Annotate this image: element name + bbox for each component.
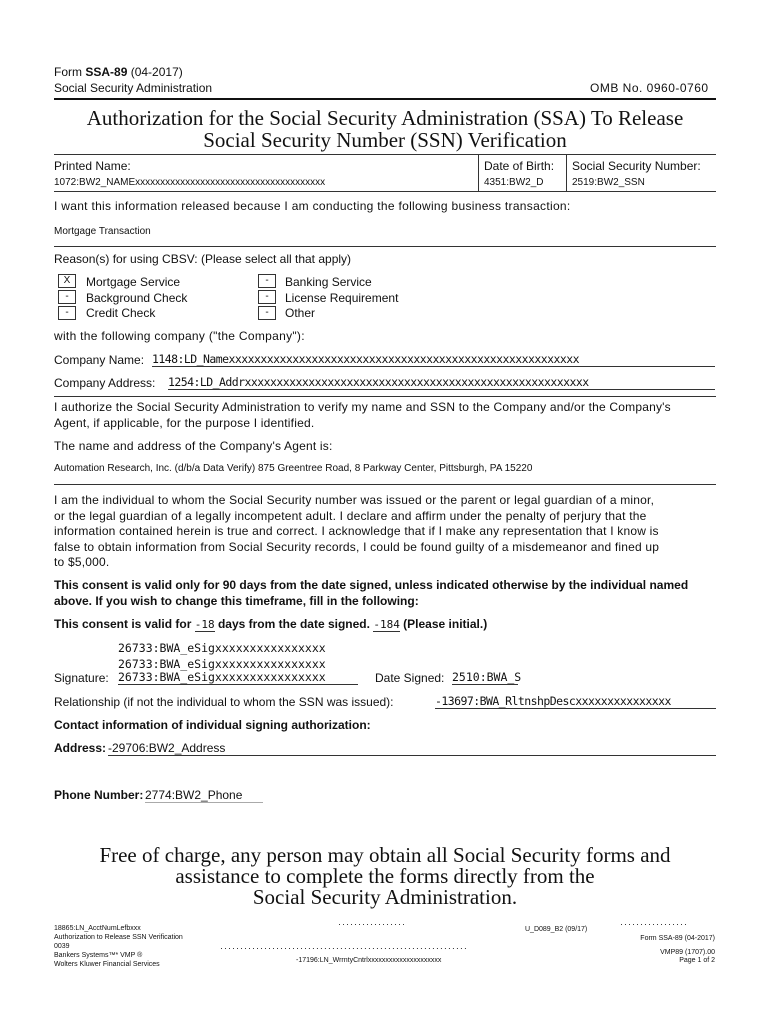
relationship-field[interactable]: -13697:BWA_RltnshpDescxxxxxxxxxxxxxxx <box>435 694 716 709</box>
date-signed-label: Date Signed: <box>375 671 445 685</box>
title-rule <box>54 154 716 155</box>
relationship-label: Relationship (if not the individual to whom the SSN was issued): <box>54 695 394 709</box>
consent-line-2: above. If you wish to change this timeframe, fill in the following: <box>54 593 419 608</box>
footer-dotted-top-mid: ················· <box>338 920 406 928</box>
company-name-field[interactable]: 1148:LD_Namexxxxxxxxxxxxxxxxxxxxxxxxxxxxxxxxxxxxxxxxxxxxxxxxxxxxxxx <box>152 352 715 367</box>
agent-field[interactable]: Automation Research, Inc. (d/b/a Data Verify) 875 Greentree Road, 8 Parkway Center, Pittsburgh, PA 15220 <box>54 463 533 474</box>
form-number <box>54 65 183 79</box>
footer-account-number: 18865:LN_AcctNumLefbxxx <box>54 925 141 932</box>
name-row-rule <box>54 191 716 192</box>
footer-left <box>54 924 183 969</box>
signature-field[interactable]: 26733:BWA_eSigxxxxxxxxxxxxxxxx <box>118 670 358 685</box>
consent-initial-text: (Please initial.) <box>403 617 488 631</box>
footer-document-name: Authorization to Release SSN Verification <box>54 934 183 941</box>
header-rule <box>54 98 716 100</box>
declaration-line-3: information contained herein is true and correct. I acknowledge that if I make any representation that I know is <box>54 524 659 538</box>
form-code: SSA-89 <box>85 65 128 79</box>
declaration-line-2: or the legal guardian of a legally incompetent adult. I declare and affirm under the penalty of perjury that the <box>54 508 647 523</box>
agent-rule <box>54 484 716 485</box>
authorization-line-2: Agent, if applicable, for the purpose I identified. <box>54 415 315 430</box>
transaction-prompt: I want this information released because I am conducting the following business transaction: <box>54 199 571 213</box>
footer-publisher: Wolters Kluwer Financial Services <box>54 961 160 968</box>
dob-label: Date of Birth: <box>484 159 555 173</box>
footer-warranty-code: -17196:LN_WrrntyCntrlxxxxxxxxxxxxxxxxxxxxx <box>296 957 442 964</box>
consent-valid-for: This consent is valid for <box>54 617 192 631</box>
company-address-label: Company Address: <box>54 376 156 390</box>
declaration-line-4: false to obtain information from Social Security records, I could be found guilty of a misdemeanor and fined up <box>54 539 660 554</box>
date-signed-field[interactable]: 2510:BWA_S <box>452 670 522 684</box>
notice-line-1: Free of charge, any person may obtain all Social Security forms and <box>99 843 671 867</box>
form-prefix: Form <box>54 65 86 79</box>
footer-vendor: Bankers Systems™* VMP ® <box>54 952 143 959</box>
dob-field[interactable]: 4351:BW2_D <box>484 177 544 188</box>
reason-banking-service: Banking Service <box>285 275 372 289</box>
footer-doc-code: 0039 <box>54 943 70 950</box>
checkbox-background-check[interactable]: - <box>58 290 76 304</box>
reason-license-requirement: License Requirement <box>285 291 399 305</box>
declaration-line-1: I am the individual to whom the Social Security number was issued or the parent or legal guardian of a minor, <box>54 493 655 507</box>
consent-days-text: days from the date signed. <box>217 617 370 631</box>
company-name-label: Company Name: <box>54 353 145 367</box>
footer-ssa-form: Form SSA-89 (04-2017) <box>640 935 715 942</box>
address-field[interactable]: -29706:BW2_Address <box>108 741 716 756</box>
page-number: Page 1 of 2 <box>679 957 715 964</box>
ssn-label: Social Security Number: <box>572 159 701 173</box>
address-label: Address: <box>54 741 107 755</box>
declaration-line-5: to $5,000. <box>54 555 110 569</box>
agent-label: The name and address of the Company's Agent is: <box>54 439 333 453</box>
company-address-field[interactable]: 1254:LD_Addrxxxxxxxxxxxxxxxxxxxxxxxxxxxxxxxxxxxxxxxxxxxxxxxxxxxxxx <box>168 375 715 390</box>
contact-heading: Contact information of individual signing authorization: <box>54 718 371 732</box>
signature-label: Signature: <box>54 671 109 685</box>
checkbox-license-requirement[interactable]: - <box>258 290 276 304</box>
page-title <box>54 107 716 151</box>
footer-vmp-code: VMP89 (1707).00 <box>660 949 715 956</box>
notice-line-3: Social Security Administration. <box>252 885 518 909</box>
footer-dotted-top-right: ················· <box>620 920 688 928</box>
printed-name-field[interactable]: 1072:BW2_NAMExxxxxxxxxxxxxxxxxxxxxxxxxxxxxxxxxxxxxx <box>54 177 326 188</box>
consent-line-1: This consent is valid only for 90 days from the date signed, unless indicated otherwise by the individual named <box>54 578 689 592</box>
reasons-label: Reason(s) for using CBSV: (Please select all that apply) <box>54 252 352 266</box>
consent-initial-field[interactable]: -184 <box>373 618 400 631</box>
esignature-stamp <box>118 640 326 672</box>
omb-number: OMB No. 0960-0760 <box>590 81 709 95</box>
reason-background-check: Background Check <box>86 291 188 305</box>
ssn-field[interactable]: 2519:BW2_SSN <box>572 177 645 188</box>
checkbox-other[interactable]: - <box>258 306 276 320</box>
consent-days-field[interactable]: -18 <box>194 618 215 631</box>
footer-form-id: U_D089_B2 (09/17) <box>525 926 588 933</box>
checkbox-banking-service[interactable]: - <box>258 274 276 288</box>
phone-label: Phone Number: <box>54 788 144 802</box>
esignature-line-1: 26733:BWA_eSigxxxxxxxxxxxxxxxx <box>118 641 326 655</box>
dob-divider <box>478 155 479 191</box>
checkbox-credit-check[interactable]: - <box>58 306 76 320</box>
authorization-line-1: I authorize the Social Security Administration to verify my name and SSN to the Company and/or the Company's <box>54 400 671 414</box>
free-of-charge-notice <box>54 845 716 908</box>
title-line-1: Authorization for the Social Security Administration (SSA) To Release <box>86 106 684 130</box>
company-intro: with the following company ("the Company"): <box>54 329 305 343</box>
printed-name-label: Printed Name: <box>54 159 131 173</box>
esignature-line-2: 26733:BWA_eSigxxxxxxxxxxxxxxxx <box>118 657 326 671</box>
authorization-text <box>54 400 671 431</box>
company-rule <box>54 396 716 397</box>
form-date: (04-2017) <box>127 65 183 79</box>
reason-credit-check: Credit Check <box>86 306 156 320</box>
transaction-field[interactable]: Mortgage Transaction <box>54 226 151 237</box>
consent-timeframe-row <box>54 617 487 631</box>
reason-mortgage-service: Mortgage Service <box>86 275 181 289</box>
footer-dotted-bottom: ······························································ <box>220 944 468 952</box>
reason-other: Other <box>285 306 316 320</box>
transaction-rule <box>54 246 716 247</box>
consent-text <box>54 578 688 609</box>
declaration-text <box>54 493 659 571</box>
phone-field[interactable]: 2774:BW2_Phone <box>145 788 263 803</box>
agency-name: Social Security Administration <box>54 81 213 95</box>
checkbox-mortgage-service[interactable]: X <box>58 274 76 288</box>
ssn-divider <box>566 155 567 191</box>
title-line-2: Social Security Number (SSN) Verification <box>203 128 567 152</box>
notice-line-2: assistance to complete the forms directly from the <box>175 864 595 888</box>
